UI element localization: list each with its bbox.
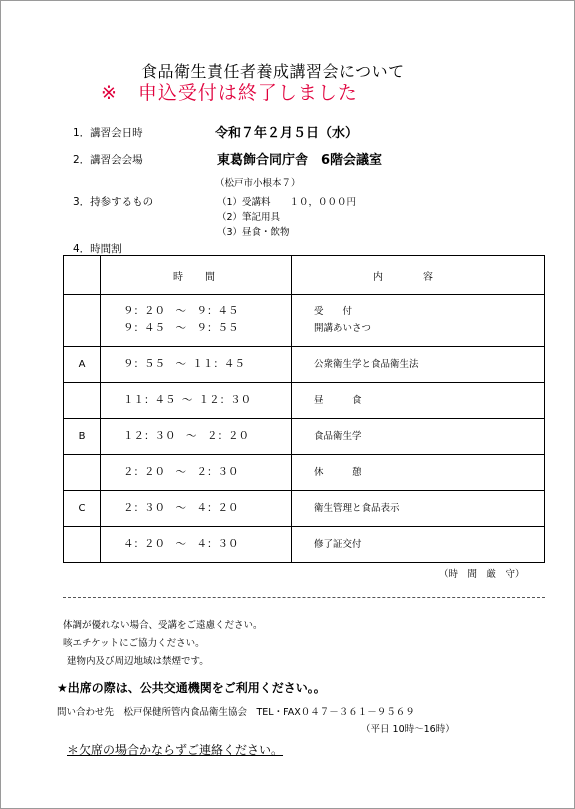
table-row (64, 419, 545, 455)
divider (63, 597, 545, 598)
schedule-label: 4．時間割 (73, 243, 122, 255)
time-cell: １２：３０ 〜 ２：２０ (123, 430, 249, 442)
table-row (64, 295, 545, 347)
content-cell: 衛生管理と食品表示 (314, 503, 400, 514)
note-item: 咳エチケットにご協力ください。 (63, 638, 205, 649)
bring-item: （3）昼食・飲物 (217, 227, 290, 238)
group-cell: C (64, 491, 101, 527)
content-header: 内容 (373, 271, 473, 283)
date-label: 1．講習会日時 (73, 127, 143, 139)
date-value: 令和７年２月５日（水） (215, 126, 359, 141)
content-cell: 昼 食 (314, 395, 362, 406)
content-cell: 受 付 (314, 306, 353, 317)
document-title: 食品衛生責任者養成講習会について (141, 62, 405, 81)
closed-notice: ※ 申込受付は終了しました (101, 82, 358, 104)
absence-notice: ＊欠席の場合かならずご連絡ください。 (67, 743, 284, 757)
contact-info: 問い合わせ先 松戸保健所管内食品衛生協会 TEL・FAX０４７－３６１－９５６９ (57, 707, 415, 718)
table-row (64, 527, 545, 563)
bring-item: （2）筆記用具 (217, 212, 281, 223)
bring-item: （1）受講料 １０，０００円 (217, 197, 357, 208)
group-header-cell (64, 256, 101, 295)
time-cell: ９：２０ 〜 ９：４５ (123, 305, 239, 317)
venue-label: 2．講習会会場 (73, 154, 143, 166)
table-row (64, 347, 545, 383)
content-cell: 食品衛生学 (314, 431, 362, 442)
time-cell: ９：５５ 〜 １１：４５ (123, 358, 245, 370)
group-cell: B (64, 419, 101, 455)
bring-label: 3．持参するもの (73, 196, 154, 208)
content-cell: 修了証交付 (314, 539, 362, 550)
time-cell: ４：２０ 〜 ４：３０ (123, 538, 239, 550)
group-cell (64, 295, 101, 347)
group-cell (64, 383, 101, 419)
time-header-cell (101, 256, 292, 295)
transport-notice: ★出席の際は、公共交通機関をご利用ください。。 (57, 681, 326, 695)
time-cell: ９：４５ 〜 ９：５５ (123, 322, 239, 334)
table-row (64, 491, 545, 527)
contact-hours: （平日 10時〜16時） (361, 724, 455, 735)
table-header-row (64, 256, 545, 295)
content-cell: 公衆衛生学と食品衛生法 (314, 359, 419, 370)
group-cell (64, 527, 101, 563)
table-row (64, 383, 545, 419)
content-cell: 開講あいさつ (314, 323, 372, 334)
content-cell: 休 憩 (314, 467, 362, 478)
content-header-cell (292, 256, 545, 295)
schedule-footnote: （時 間 厳 守） (439, 569, 525, 580)
note-item: 建物内及び周辺地域は禁煙です。 (67, 656, 209, 667)
schedule-table (63, 255, 545, 563)
note-item: 体調が優れない場合、受講をご遠慮ください。 (63, 620, 263, 631)
venue-address: （松戸市小根本７） (215, 178, 301, 189)
venue-value: 東葛飾合同庁舎 6階会議室 (217, 153, 383, 168)
time-cell: ２：２０ 〜 ２：３０ (123, 466, 239, 478)
time-cell: ２：３０ 〜 ４：２０ (123, 502, 239, 514)
group-cell (64, 455, 101, 491)
time-cell: １１：４５ 〜 １２：３０ (123, 394, 252, 406)
time-header: 時間 (173, 271, 237, 283)
group-cell: A (64, 347, 101, 383)
table-row (64, 455, 545, 491)
